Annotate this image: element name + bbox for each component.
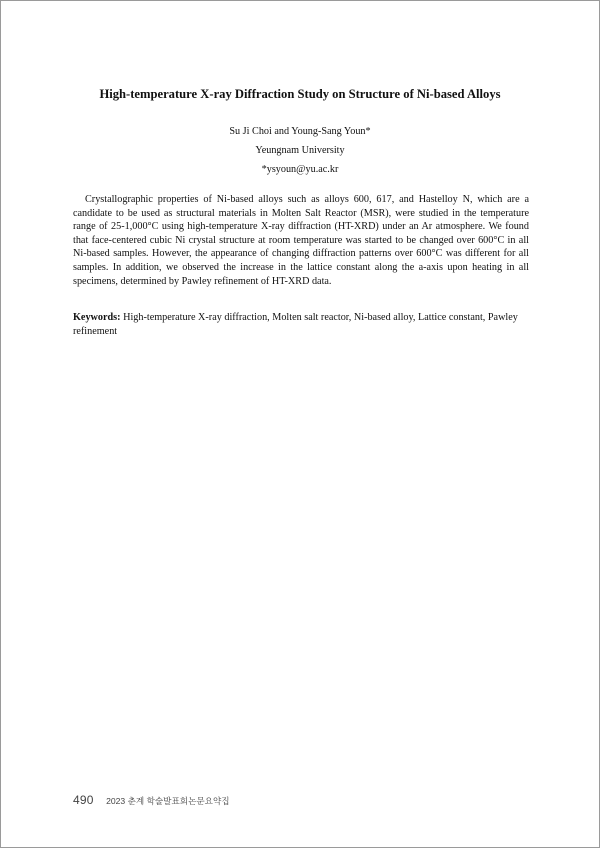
- page-footer: [73, 791, 230, 809]
- author-block: [40, 122, 560, 179]
- corresponding-email: *ysyoun@yu.ac.kr: [261, 164, 339, 175]
- affiliation: Yeungnam University: [255, 145, 345, 156]
- keywords-label: Keywords:: [73, 312, 121, 323]
- page-number: 490: [73, 793, 94, 807]
- keywords-list: High-temperature X-ray diffraction, Molten salt reactor, Ni-based alloy, Lattice constant, Pawley refinement: [73, 312, 518, 337]
- proceedings-title: 2023 춘계 학술발표회논문요약집: [106, 796, 230, 806]
- author-names: Su Ji Choi and Young-Sang Youn*: [229, 126, 371, 137]
- abstract-paragraph: Crystallographic properties of Ni-based alloys such as alloys 600, 617, and Hastelloy N, which are a candidate to be used as structural materials in Molten Salt Reactor (MSR), were studied in the temperature range of 25-1,000°C using high-temperature X-ray diffraction (HT-XRD) under an Ar atmosphere. We found that face-centered cubic Ni crystal structure at room temperature was started to be changed over 600°C in all Ni-based samples. However, the appearance of changing diffraction patterns over 600°C was different for all samples. In addition, we observed the increase in the lattice constant along the a-axis upon heating in all specimens, determined by Pawley refinement of HT-XRD data.: [73, 194, 529, 287]
- paper-title: High-temperature X-ray Diffraction Study on Structure of Ni-based Alloys: [99, 87, 501, 101]
- keywords-line: [73, 311, 529, 338]
